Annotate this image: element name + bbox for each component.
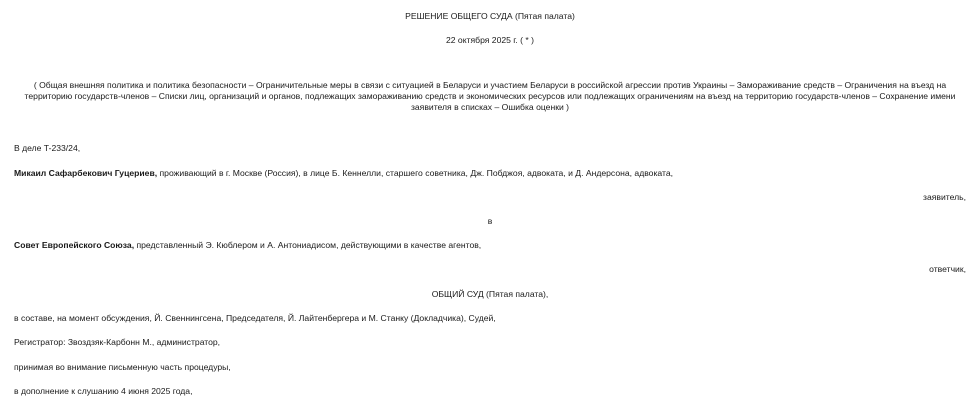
versus-label: в xyxy=(487,216,493,226)
hearing-line: в дополнение к слушанию 4 июня 2025 года, xyxy=(14,386,193,396)
applicant-paragraph xyxy=(14,168,966,179)
document-title: РЕШЕНИЕ ОБЩЕГО СУДА (Пятая палата) xyxy=(405,11,575,21)
defendant-details: представленный Э. Кюблером и А. Антониадисом, действующими в качестве агентов, xyxy=(134,240,482,250)
defendant-paragraph xyxy=(14,240,966,251)
applicant-details: проживающий в г. Москве (Россия), в лице Б. Кеннелли, старшего советника, Дж. Побджоя, адвоката, и Д. Андерсона, адвоката, xyxy=(157,168,673,178)
written-procedure-line: принимая во внимание письменную часть процедуры, xyxy=(14,362,231,372)
registrar-line: Регистратор: Звоздзяк-Карбонн М., администратор, xyxy=(14,337,221,347)
court-heading: ОБЩИЙ СУД (Пятая палата), xyxy=(431,289,549,299)
applicant-role: заявитель, xyxy=(923,192,966,202)
judgment-date: 22 октября 2025 г. ( * ) xyxy=(445,35,535,45)
defendant-name: Совет Европейского Союза, xyxy=(14,240,135,250)
keywords-summary: ( Общая внешняя политика и политика безопасности – Ограничительные меры в связи с ситуацией в Беларуси и участием Беларуси в российской агрессии против Украины – Замораживание средств – Ограничения на въезд на территорию государств-членов – Списки лиц, организаций и органов, подлежащих замораживанию средств и экономических ресурсов или подлежащих ограничениям на въезд на территорию государств-членов – Сохранение имени заявителя в списках – Ошибка оценки ) xyxy=(24,80,956,112)
court-composition: в составе, на момент обсуждения, Й. Свеннингсена, Председателя, Й. Лайтенбергера и М. Станку (Докладчика), Судей, xyxy=(14,313,496,323)
applicant-name: Микаил Сафарбекович Гуцериев, xyxy=(14,168,158,178)
defendant-role: ответчик, xyxy=(929,264,966,274)
case-number: В деле T-233/24, xyxy=(14,143,81,153)
